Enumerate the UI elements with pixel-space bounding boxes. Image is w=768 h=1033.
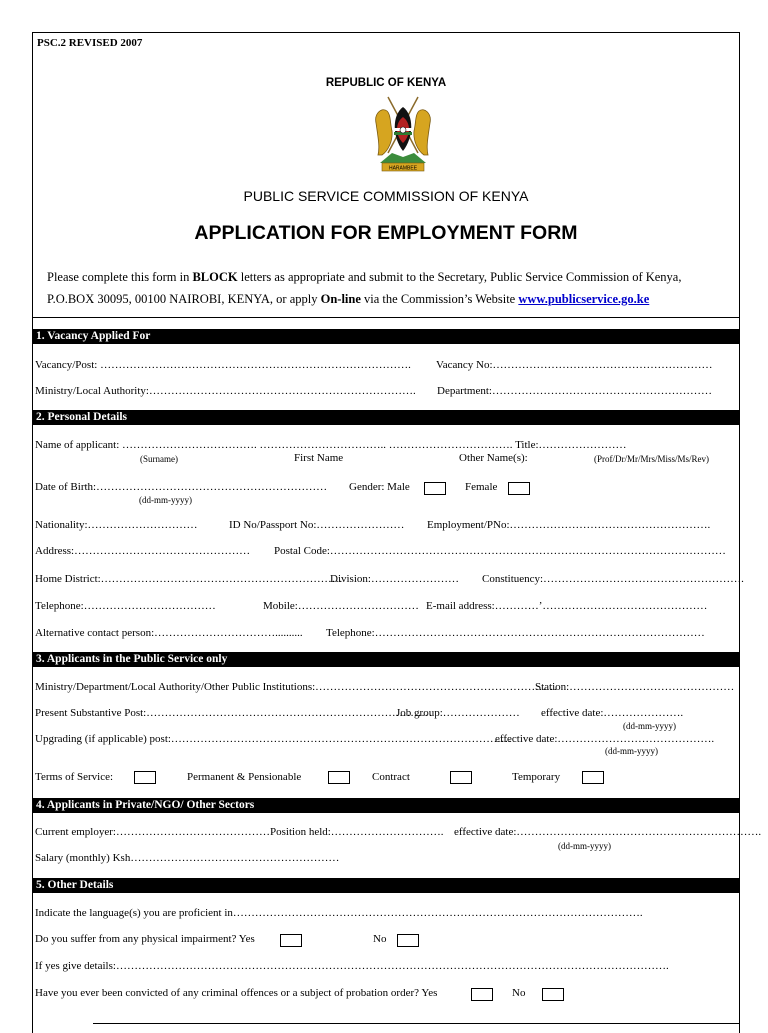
country-heading: REPUBLIC OF KENYA <box>325 77 447 89</box>
department-field[interactable]: Department:…………………………………………………… <box>437 385 712 397</box>
salary-field[interactable]: Salary (monthly) Ksh………………………………………………… <box>35 852 340 864</box>
date-of-birth-field[interactable]: Date of Birth:……………………………………………………… <box>35 481 328 493</box>
commission-heading: PUBLIC SERVICE COMMISSION OF KENYA <box>243 188 529 204</box>
email-field[interactable]: E-mail address:…………’……………………………………… <box>426 600 708 612</box>
vacancy-no-field[interactable]: Vacancy No:…………………………………………………… <box>436 359 713 371</box>
ministry-field[interactable]: Ministry/Local Authority:………………………………………………………………. <box>35 385 416 397</box>
name-of-applicant-field[interactable]: Name of applicant: ………………………………. …………………………….. ……………………………. Title:…………………… <box>35 439 627 451</box>
terms-of-service-label: Terms of Service: <box>35 771 114 783</box>
public-institution-field[interactable]: Ministry/Department/Local Authority/Other Public Institutions:………………………………………………………… <box>35 681 558 693</box>
instructions-paragraph: Please complete this form in BLOCK letters as appropriate and submit to the Secretary, Public Service Commission of Kenya, P.O.BOX 30095, 00100 NAIROBI, KENYA, or apply On-line via the Commission’s Website www.publicservice.go.ke <box>47 270 682 306</box>
form-title: APPLICATION FOR EMPLOYMENT FORM <box>194 222 578 244</box>
terms-blank-checkbox[interactable] <box>134 771 156 784</box>
upgrading-post-field[interactable]: Upgrading (if applicable) post:………………………………………………………………………………… <box>35 733 512 745</box>
impairment-question: Do you suffer from any physical impairment? Yes <box>35 933 255 945</box>
constituency-field[interactable]: Constituency:………………………………………………. <box>482 573 744 585</box>
mobile-field[interactable]: Mobile:…………………………… <box>263 600 419 612</box>
upgrading-date-hint: (dd-mm-yyyy) <box>605 746 658 756</box>
home-district-field[interactable]: Home District:………………………………………………………… <box>35 573 343 585</box>
coat-of-arms-icon <box>372 93 434 177</box>
temporary-label: Temporary <box>512 771 561 783</box>
divider <box>33 317 739 318</box>
temporary-checkbox[interactable] <box>582 771 604 784</box>
alternative-telephone-field[interactable]: Telephone:……………………………………………………………………………… <box>326 627 705 639</box>
gender-label: Gender: Male <box>349 481 410 493</box>
section-5-header: 5. Other Details <box>33 878 739 893</box>
section-4-header: 4. Applicants in Private/NGO/ Other Sectors <box>33 798 739 813</box>
employment-no-field[interactable]: Employment/PNo:………………………………………………. <box>427 519 711 531</box>
current-employer-field[interactable]: Current employer:…………………………………… <box>35 826 270 838</box>
alternative-contact-field[interactable]: Alternative contact person:…………………………….......... <box>35 627 303 639</box>
section-2-header: 2. Personal Details <box>33 410 739 425</box>
female-label: Female <box>465 481 498 493</box>
conviction-question: Have you ever been convicted of any criminal offences or a subject of probation order? Yes <box>35 987 438 999</box>
conviction-yes-checkbox[interactable] <box>471 988 493 1001</box>
permanent-checkbox[interactable] <box>328 771 350 784</box>
private-date-hint: (dd-mm-yyyy) <box>558 841 611 851</box>
contract-checkbox[interactable] <box>450 771 472 784</box>
nationality-field[interactable]: Nationality:………………………… <box>35 519 198 531</box>
position-held-field[interactable]: Position held:…………………………. <box>270 826 444 838</box>
upgrading-effective-date-field[interactable]: effective date:……………………………………. <box>495 733 715 745</box>
impairment-yes-checkbox[interactable] <box>280 934 302 947</box>
job-group-field[interactable]: Job group:………………… <box>396 707 520 719</box>
website-link[interactable]: www.publicservice.go.ke <box>518 292 650 306</box>
telephone-field[interactable]: Telephone:……………………………… <box>35 600 216 612</box>
impairment-no-checkbox[interactable] <box>397 934 419 947</box>
impairment-details-field[interactable]: If yes give details:……………………………………………………………………………………………………………………………………. <box>35 960 669 972</box>
other-names-hint: Other Name(s): <box>459 452 528 464</box>
impairment-no-label: No <box>373 933 387 945</box>
private-effective-date-field[interactable]: effective date:…………………………………………………………. <box>454 826 762 838</box>
surname-hint: (Surname) <box>140 454 178 464</box>
station-field[interactable]: Station:……………………………………… <box>535 681 735 693</box>
effective-date-field[interactable]: effective date:…………………. <box>541 707 684 719</box>
first-name-hint: First Name <box>294 452 344 464</box>
languages-field[interactable]: Indicate the language(s) you are proficient in…………………………………………………………………………………………………. <box>35 907 643 919</box>
present-post-field[interactable]: Present Substantive Post:…………………………………………………………………… <box>35 707 433 719</box>
section-1-header: 1. Vacancy Applied For <box>33 329 739 344</box>
vacancy-post-field[interactable]: Vacancy/Post: …………………………………………………………………………. <box>35 359 411 371</box>
section-3-header: 3. Applicants in the Public Service only <box>33 652 739 667</box>
title-hint: (Prof/Dr/Mr/Mrs/Miss/Ms/Rev) <box>594 454 710 464</box>
division-field[interactable]: Division:…………………… <box>330 573 459 585</box>
gender-female-checkbox[interactable] <box>508 482 530 495</box>
permanent-pensionable-label: Permanent & Pensionable <box>187 771 302 783</box>
conviction-no-checkbox[interactable] <box>542 988 564 1001</box>
dob-format-hint: (dd-mm-yyyy) <box>139 495 192 505</box>
form-reference: PSC.2 REVISED 2007 <box>37 37 143 49</box>
effective-date-hint: (dd-mm-yyyy) <box>623 721 676 731</box>
emblem-motto: HARAMBEE <box>388 165 418 172</box>
gender-male-checkbox[interactable] <box>424 482 446 495</box>
address-field[interactable]: Address:………………………………………… <box>35 545 251 557</box>
contract-label: Contract <box>372 771 410 783</box>
id-passport-field[interactable]: ID No/Passport No:…………………… <box>229 519 405 531</box>
postal-code-field[interactable]: Postal Code:……………………………………………………………………………………………… <box>274 545 726 557</box>
application-form-page <box>32 32 762 1033</box>
conviction-no-label: No <box>512 987 526 999</box>
